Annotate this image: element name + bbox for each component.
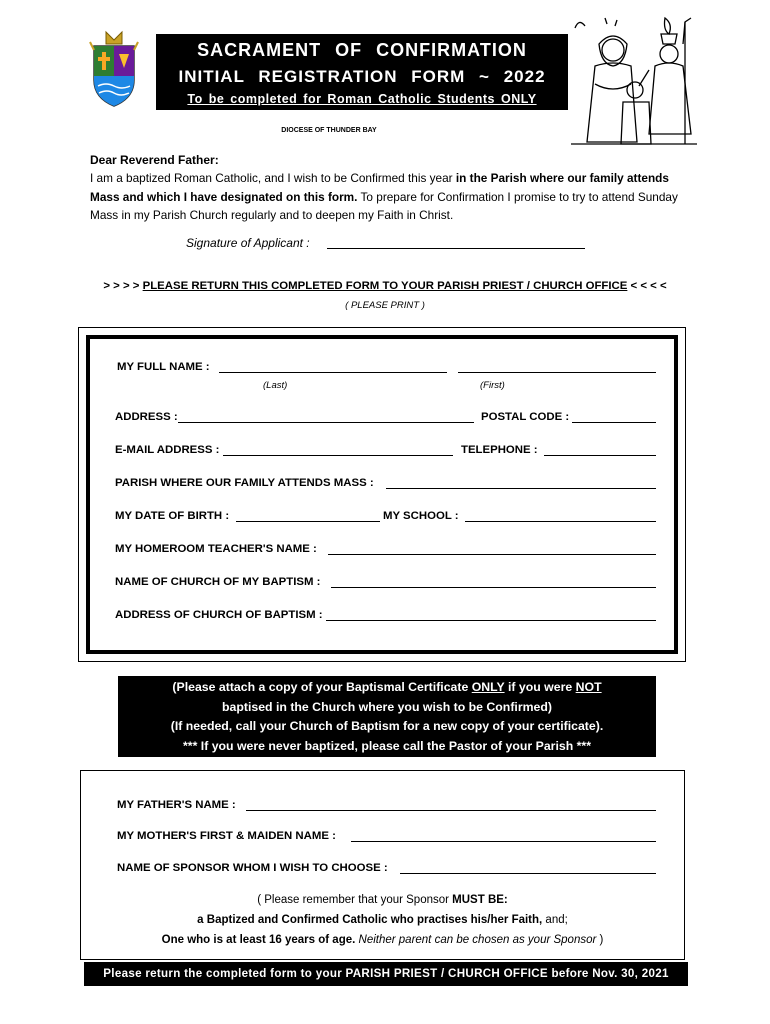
form-audience-note: To be completed for Roman Catholic Students ONLY [187, 92, 537, 106]
baptism-church-label: NAME OF CHURCH OF MY BAPTISM : [115, 576, 321, 588]
signature-field[interactable] [327, 248, 585, 249]
baptism-address-field[interactable] [326, 620, 656, 621]
mother-name-field[interactable] [351, 841, 656, 842]
return-deadline-footer: Please return the completed form to your PARISH PRIEST / CHURCH OFFICE before Nov. 30, 2021 [84, 962, 688, 986]
baptism-church-field[interactable] [331, 587, 656, 588]
note-line-4: *** If you were never baptized, please call the Pastor of your Parish *** [183, 738, 591, 753]
school-field[interactable] [465, 521, 656, 522]
date-of-birth-field[interactable] [236, 521, 380, 522]
parish-label: PARISH WHERE OUR FAMILY ATTENDS MASS : [115, 477, 374, 489]
date-of-birth-label: MY DATE OF BIRTH : [115, 510, 230, 522]
postal-code-label: POSTAL CODE : [481, 411, 570, 423]
baptism-address-label: ADDRESS OF CHURCH OF BAPTISM : [115, 609, 323, 621]
school-label: MY SCHOOL : [383, 510, 459, 522]
sponsor-req-line-2: a Baptized and Confirmed Catholic who practises his/her Faith, and; [197, 914, 568, 926]
diocese-label: DIOCESE OF THUNDER BAY [281, 127, 377, 134]
email-field[interactable] [223, 455, 453, 456]
first-name-caption: (First) [480, 380, 505, 391]
full-name-label: MY FULL NAME : [117, 361, 210, 373]
form-title: SACRAMENT OF CONFIRMATION [197, 40, 527, 60]
signature-label: Signature of Applicant : [186, 236, 310, 250]
letter-body: I am a baptized Roman Catholic, and I wish to be Confirmed this year in the Parish where our family attends Mass and which I have designated on this form. To prepare for Confirmation I promise to try to attend Sunday Mass in my Parish Church regularly and to deepen my Faith in Christ. [90, 171, 678, 222]
sponsor-req-line-3: One who is at least 16 years of age. Neither parent can be chosen as your Sponsor ) [161, 934, 604, 946]
homeroom-teacher-field[interactable] [328, 554, 656, 555]
telephone-label: TELEPHONE : [461, 444, 538, 456]
letter-greeting: Dear Reverend Father: [90, 153, 219, 167]
sponsor-name-field[interactable] [400, 873, 656, 874]
last-name-caption: (Last) [263, 380, 288, 391]
father-name-label: MY FATHER'S NAME : [117, 799, 236, 811]
address-label: ADDRESS : [115, 411, 178, 423]
email-label: E-MAIL ADDRESS : [115, 444, 220, 456]
father-name-field[interactable] [246, 810, 656, 811]
sponsor-name-label: NAME OF SPONSOR WHOM I WISH TO CHOOSE : [117, 862, 388, 874]
return-instruction: > > > > PLEASE RETURN THIS COMPLETED FORM TO YOUR PARISH PRIEST / CHURCH OFFICE < < < < [103, 280, 667, 292]
form-subtitle: INITIAL REGISTRATION FORM ~ 2022 [178, 67, 546, 86]
note-line-2: baptised in the Church where you wish to be Confirmed) [222, 699, 552, 714]
telephone-field[interactable] [544, 455, 656, 456]
postal-code-field[interactable] [572, 422, 656, 423]
mother-name-label: MY MOTHER'S FIRST & MAIDEN NAME : [117, 830, 336, 842]
sponsor-req-line-1: ( Please remember that your Sponsor MUST BE: [257, 894, 508, 906]
last-name-field[interactable] [219, 372, 447, 373]
diocese-crest-logo [86, 28, 142, 108]
parish-field[interactable] [386, 488, 656, 489]
first-name-field[interactable] [458, 372, 656, 373]
homeroom-teacher-label: MY HOMEROOM TEACHER'S NAME : [115, 543, 317, 555]
title-banner [156, 34, 568, 110]
print-note: ( PLEASE PRINT ) [345, 300, 425, 311]
note-line-3: (If needed, call your Church of Baptism for a new copy of your certificate). [170, 719, 604, 733]
address-field[interactable] [178, 422, 474, 423]
student-info-box [86, 335, 678, 654]
note-line-1: (Please attach a copy of your Baptismal Certificate ONLY if you were NOT [172, 680, 602, 694]
sponsor-requirements [80, 890, 685, 950]
baptismal-certificate-note [118, 676, 656, 757]
